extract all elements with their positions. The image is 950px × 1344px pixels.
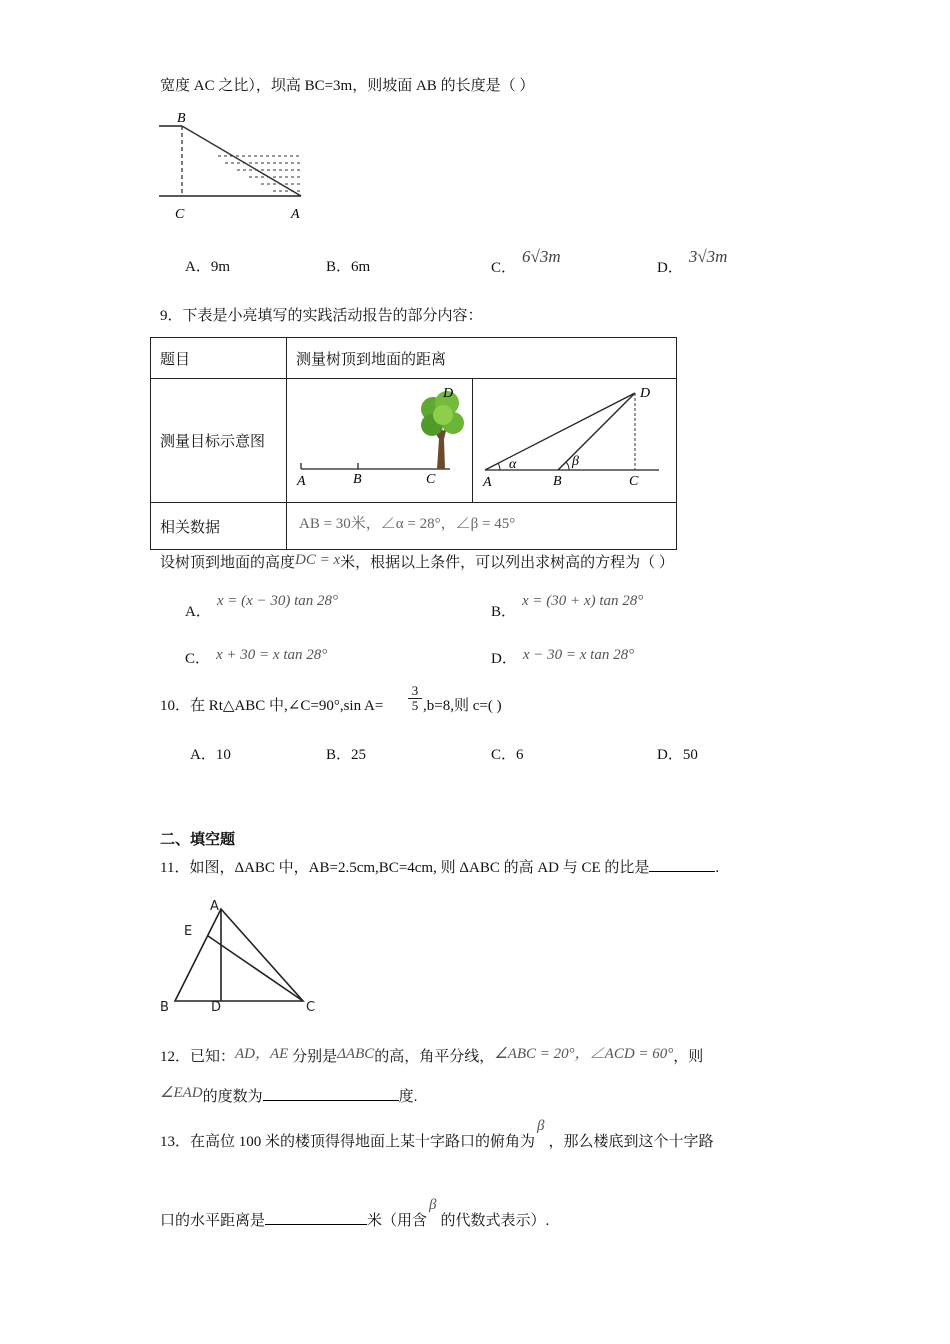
tree-diagram-cell [287,379,473,503]
q9-option-b[interactable]: B．x = (30 + x) tan 28° [491,593,644,620]
q9-option-d[interactable]: D． x − 30 = x tan 28° [491,647,635,667]
svg-text:E: E [184,924,193,939]
q9-option-c[interactable]: C． x + 30 = x tan 28° [185,647,328,667]
q11-stem: 11．如图，ΔABC 中，AB=2.5cm,BC=4cm, 则 ΔABC 的高 AD 与 CE 的比是 . [160,857,719,877]
row-value-data: AB = 30米，∠α = 28°，∠β = 45° [299,515,516,532]
q8-stem: 宽度 AC 之比），坝高 BC=3m，则坡面 AB 的长度是（ ） [160,78,535,94]
q10-stem-a: 10．在 Rt△ABC 中,∠C=90°,sin A= [160,698,384,714]
svg-text:D: D [640,386,651,401]
svg-text:C: C [426,472,436,487]
svg-text:α: α [509,457,517,472]
q10-stem-b: ,b=8,则 c=( ) [423,698,502,714]
label-a: A [291,207,300,222]
q13-line1: 13．在高位 100 米的楼顶得得地面上某十字路口的俯角为β，那么楼底到这个十字路 [160,1118,714,1150]
row-value-topic: 测量树顶到地面的距离 [287,338,677,379]
section-title: 二、填空题 [160,832,236,848]
row-label-topic: 题目 [151,338,287,379]
q9-stem: 9．下表是小亮填写的实践活动报告的部分内容： [160,308,483,324]
q8-option-b[interactable]: B．6m [326,259,371,275]
q12-line2: ∠EAD的度数为 度. [160,1085,418,1105]
svg-text:C: C [306,1000,316,1015]
q10-option-b[interactable]: B．25 [326,747,367,763]
svg-text:D: D [443,386,454,401]
svg-text:A: A [297,474,306,489]
q10-option-c[interactable]: C．6 [491,747,524,763]
svg-text:A: A [210,899,219,914]
triangle-diagram-cell [473,379,677,503]
answer-blank[interactable] [265,1210,367,1225]
angle-diagram [473,379,668,503]
svg-text:C: C [629,474,639,489]
q8-option-c[interactable]: C．6√3m [491,247,561,276]
tree-diagram [287,379,482,503]
label-b: B [177,111,186,126]
answer-blank[interactable] [649,857,715,872]
q10-fraction: $\frac{3}{5}$ [408,684,422,713]
q9-prompt: 设树顶到地面的高度DC = x米，根据以上条件，可以列出求树高的方程为（ ） [160,552,674,571]
report-table [150,337,677,550]
label-c: C [175,207,185,222]
row-label-data: 相关数据 [151,503,287,550]
q8-option-a[interactable]: A．9m [185,259,231,275]
svg-text:A: A [483,475,492,490]
q8-option-d[interactable]: D．3√3m [657,247,728,276]
dam-figure [155,108,315,228]
svg-text:β: β [572,454,579,469]
svg-text:B: B [553,474,562,489]
svg-text:B: B [353,472,362,487]
q9-option-a[interactable]: A．x = (x − 30) tan 28° [185,593,339,620]
q10-option-d[interactable]: D．50 [657,747,698,763]
q13-line2: 口的水平距离是 米（用含β的代数式表示）. [160,1197,550,1229]
triangle-figure [158,895,328,1020]
q12-line1: 12．已知：AD，AE 分别是ΔABC的高，角平分线，∠ABC = 20°，∠ACD = 60°，则 [160,1046,704,1065]
svg-text:D: D [211,1000,222,1015]
answer-blank[interactable] [263,1086,399,1101]
row-label-diagram: 测量目标示意图 [151,379,287,503]
q10-option-a[interactable]: A．10 [190,747,231,763]
tree-icon [421,391,464,469]
svg-text:B: B [160,1000,169,1015]
